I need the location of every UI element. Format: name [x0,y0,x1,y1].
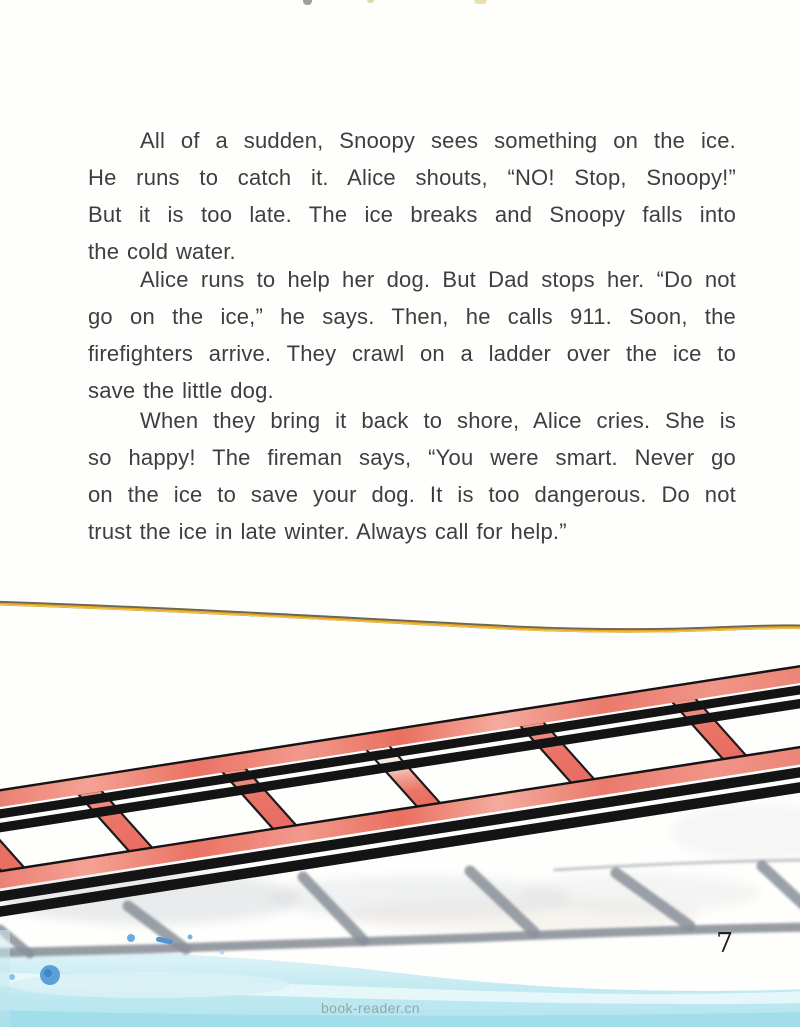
scan-speck [474,0,487,4]
story-line: the cold water. [88,239,236,264]
story-line: trust the ice in late winter. Always call for help.” [88,519,567,544]
ladder-illustration [0,560,800,1027]
watermark: book-reader.cn [321,1000,420,1016]
story-line: When they bring it back to shore, Alice cries. She is [140,408,736,433]
story-line: so happy! The fireman says, “You were smart. Never go [88,445,736,470]
page-number: 7 [716,928,734,959]
story-line: go on the ice,” he says. Then, he calls 911. Soon, the [88,304,736,329]
story-line: firefighters arrive. They crawl on a ladder over the ice to [88,341,736,366]
story-line: All of a sudden, Snoopy sees something on the ice. [140,128,736,153]
story-paragraph-2 [88,261,736,409]
story-paragraph-1 [88,122,736,270]
scan-speck [367,0,374,3]
story-line: But it is too late. The ice breaks and Snoopy falls into [88,202,736,227]
story-paragraph-3 [88,402,736,550]
rope-wire-line [0,603,800,632]
story-line: save the little dog. [88,378,274,403]
story-line: He runs to catch it. Alice shouts, “NO! Stop, Snoopy!” [88,165,736,190]
story-line: on the ice to save your dog. It is too dangerous. Do not [88,482,736,507]
story-line: Alice runs to help her dog. But Dad stops her. “Do not [140,267,736,292]
scan-speck [303,0,312,5]
page-gutter-shading [0,930,10,1027]
